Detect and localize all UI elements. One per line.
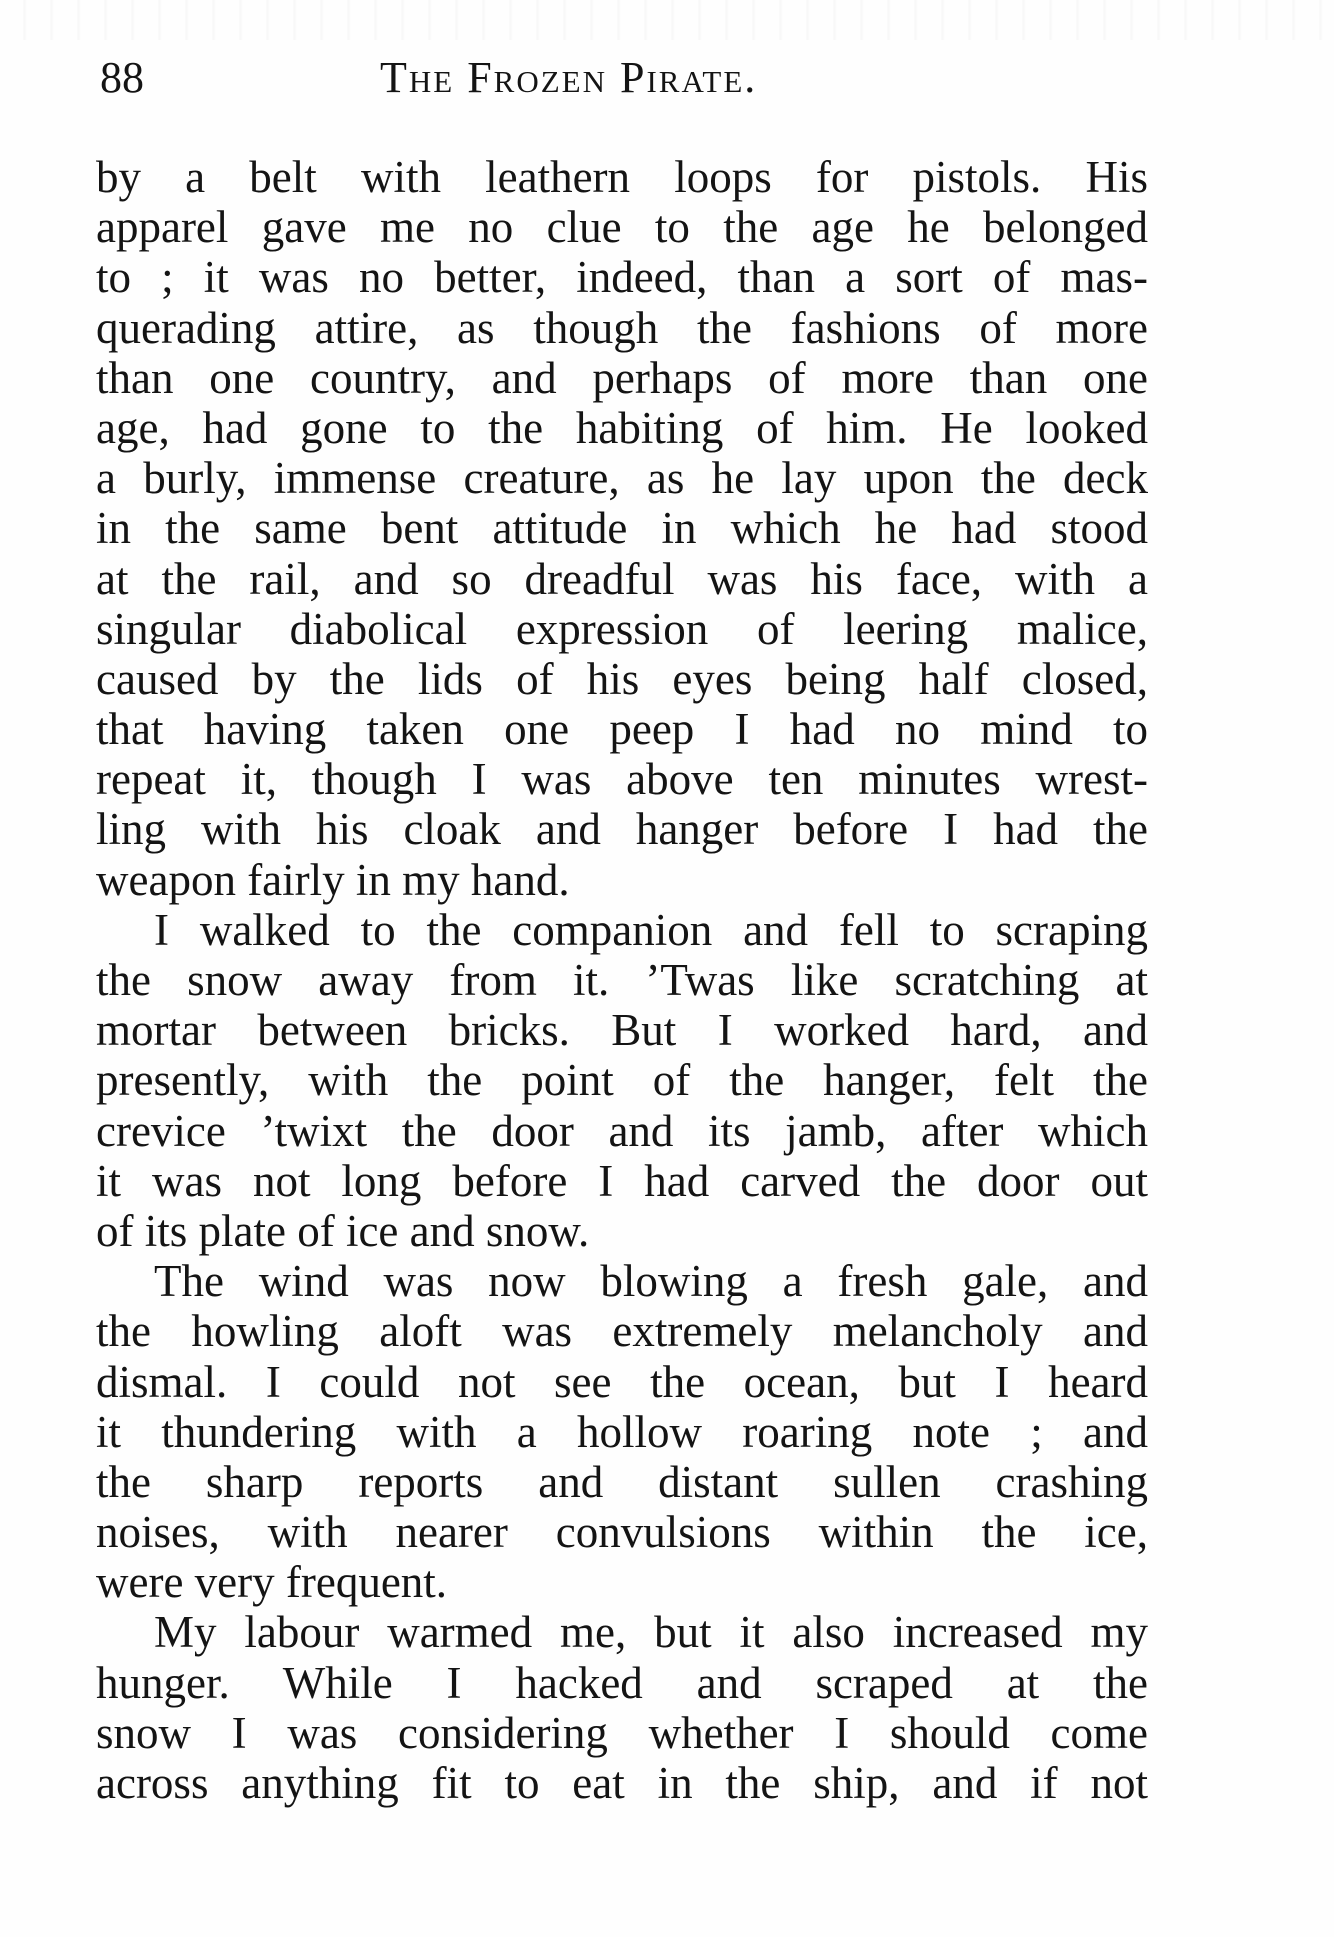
text-line: The wind was now blowing a fresh gale, and (154, 1256, 1148, 1307)
text-line: singular diabolical expression of leering malice, (96, 603, 1148, 654)
text-line: at the rail, and so dreadful was his face, with a (96, 553, 1148, 604)
page-edge-speckle (0, 0, 1334, 40)
running-head (100, 48, 1140, 108)
text-line: ling with his cloak and hanger before I had the (96, 804, 1148, 855)
text-line: to ; it was no better, indeed, than a sort of mas- (96, 252, 1148, 303)
text-line: caused by the lids of his eyes being half closed, (96, 653, 1148, 704)
text-line: mortar between bricks. But I worked hard, and (96, 1005, 1148, 1056)
text-line: it was not long before I had carved the door out (96, 1155, 1148, 1206)
text-line: age, had gone to the habiting of him. He looked (96, 402, 1148, 453)
text-line: repeat it, though I was above ten minutes wrest- (96, 754, 1148, 805)
text-line: presently, with the point of the hanger, felt the (96, 1055, 1148, 1106)
text-line: I walked to the companion and fell to scraping (154, 904, 1148, 955)
text-line: were very frequent. (96, 1557, 448, 1608)
body-text (96, 152, 1148, 1808)
text-line: in the same bent attitude in which he had stood (96, 503, 1148, 554)
text-line: hunger. While I hacked and scraped at the (96, 1657, 1148, 1708)
text-line: a burly, immense creature, as he lay upon the deck (96, 453, 1148, 504)
text-line: by a belt with leathern loops for pistols. His (96, 152, 1148, 202)
text-line: My labour warmed me, but it also increased my (154, 1607, 1148, 1658)
text-line: weapon fairly in my hand. (96, 854, 570, 905)
text-line: it thundering with a hollow roaring note ; and (96, 1406, 1148, 1457)
text-line: snow I was considering whether I should come (96, 1707, 1148, 1758)
text-line: noises, with nearer convulsions within the ice, (96, 1507, 1148, 1558)
text-line: the howling aloft was extremely melancholy and (96, 1306, 1148, 1357)
text-line: than one country, and perhaps of more than one (96, 352, 1148, 403)
running-title: The Frozen Pirate. (380, 53, 758, 102)
text-line: crevice ’twixt the door and its jamb, after which (96, 1105, 1148, 1156)
text-line: the sharp reports and distant sullen crashing (96, 1456, 1148, 1507)
page-number: 88 (100, 53, 144, 102)
text-line: dismal. I could not see the ocean, but I heard (96, 1356, 1148, 1407)
text-line: querading attire, as though the fashions of more (96, 302, 1148, 353)
text-line: across anything fit to eat in the ship, and if not (96, 1758, 1148, 1808)
text-line: that having taken one peep I had no mind to (96, 704, 1148, 755)
text-line: of its plate of ice and snow. (96, 1205, 590, 1256)
text-line: the snow away from it. ’Twas like scratching at (96, 955, 1148, 1005)
text-line: apparel gave me no clue to the age he belonged (96, 202, 1148, 253)
